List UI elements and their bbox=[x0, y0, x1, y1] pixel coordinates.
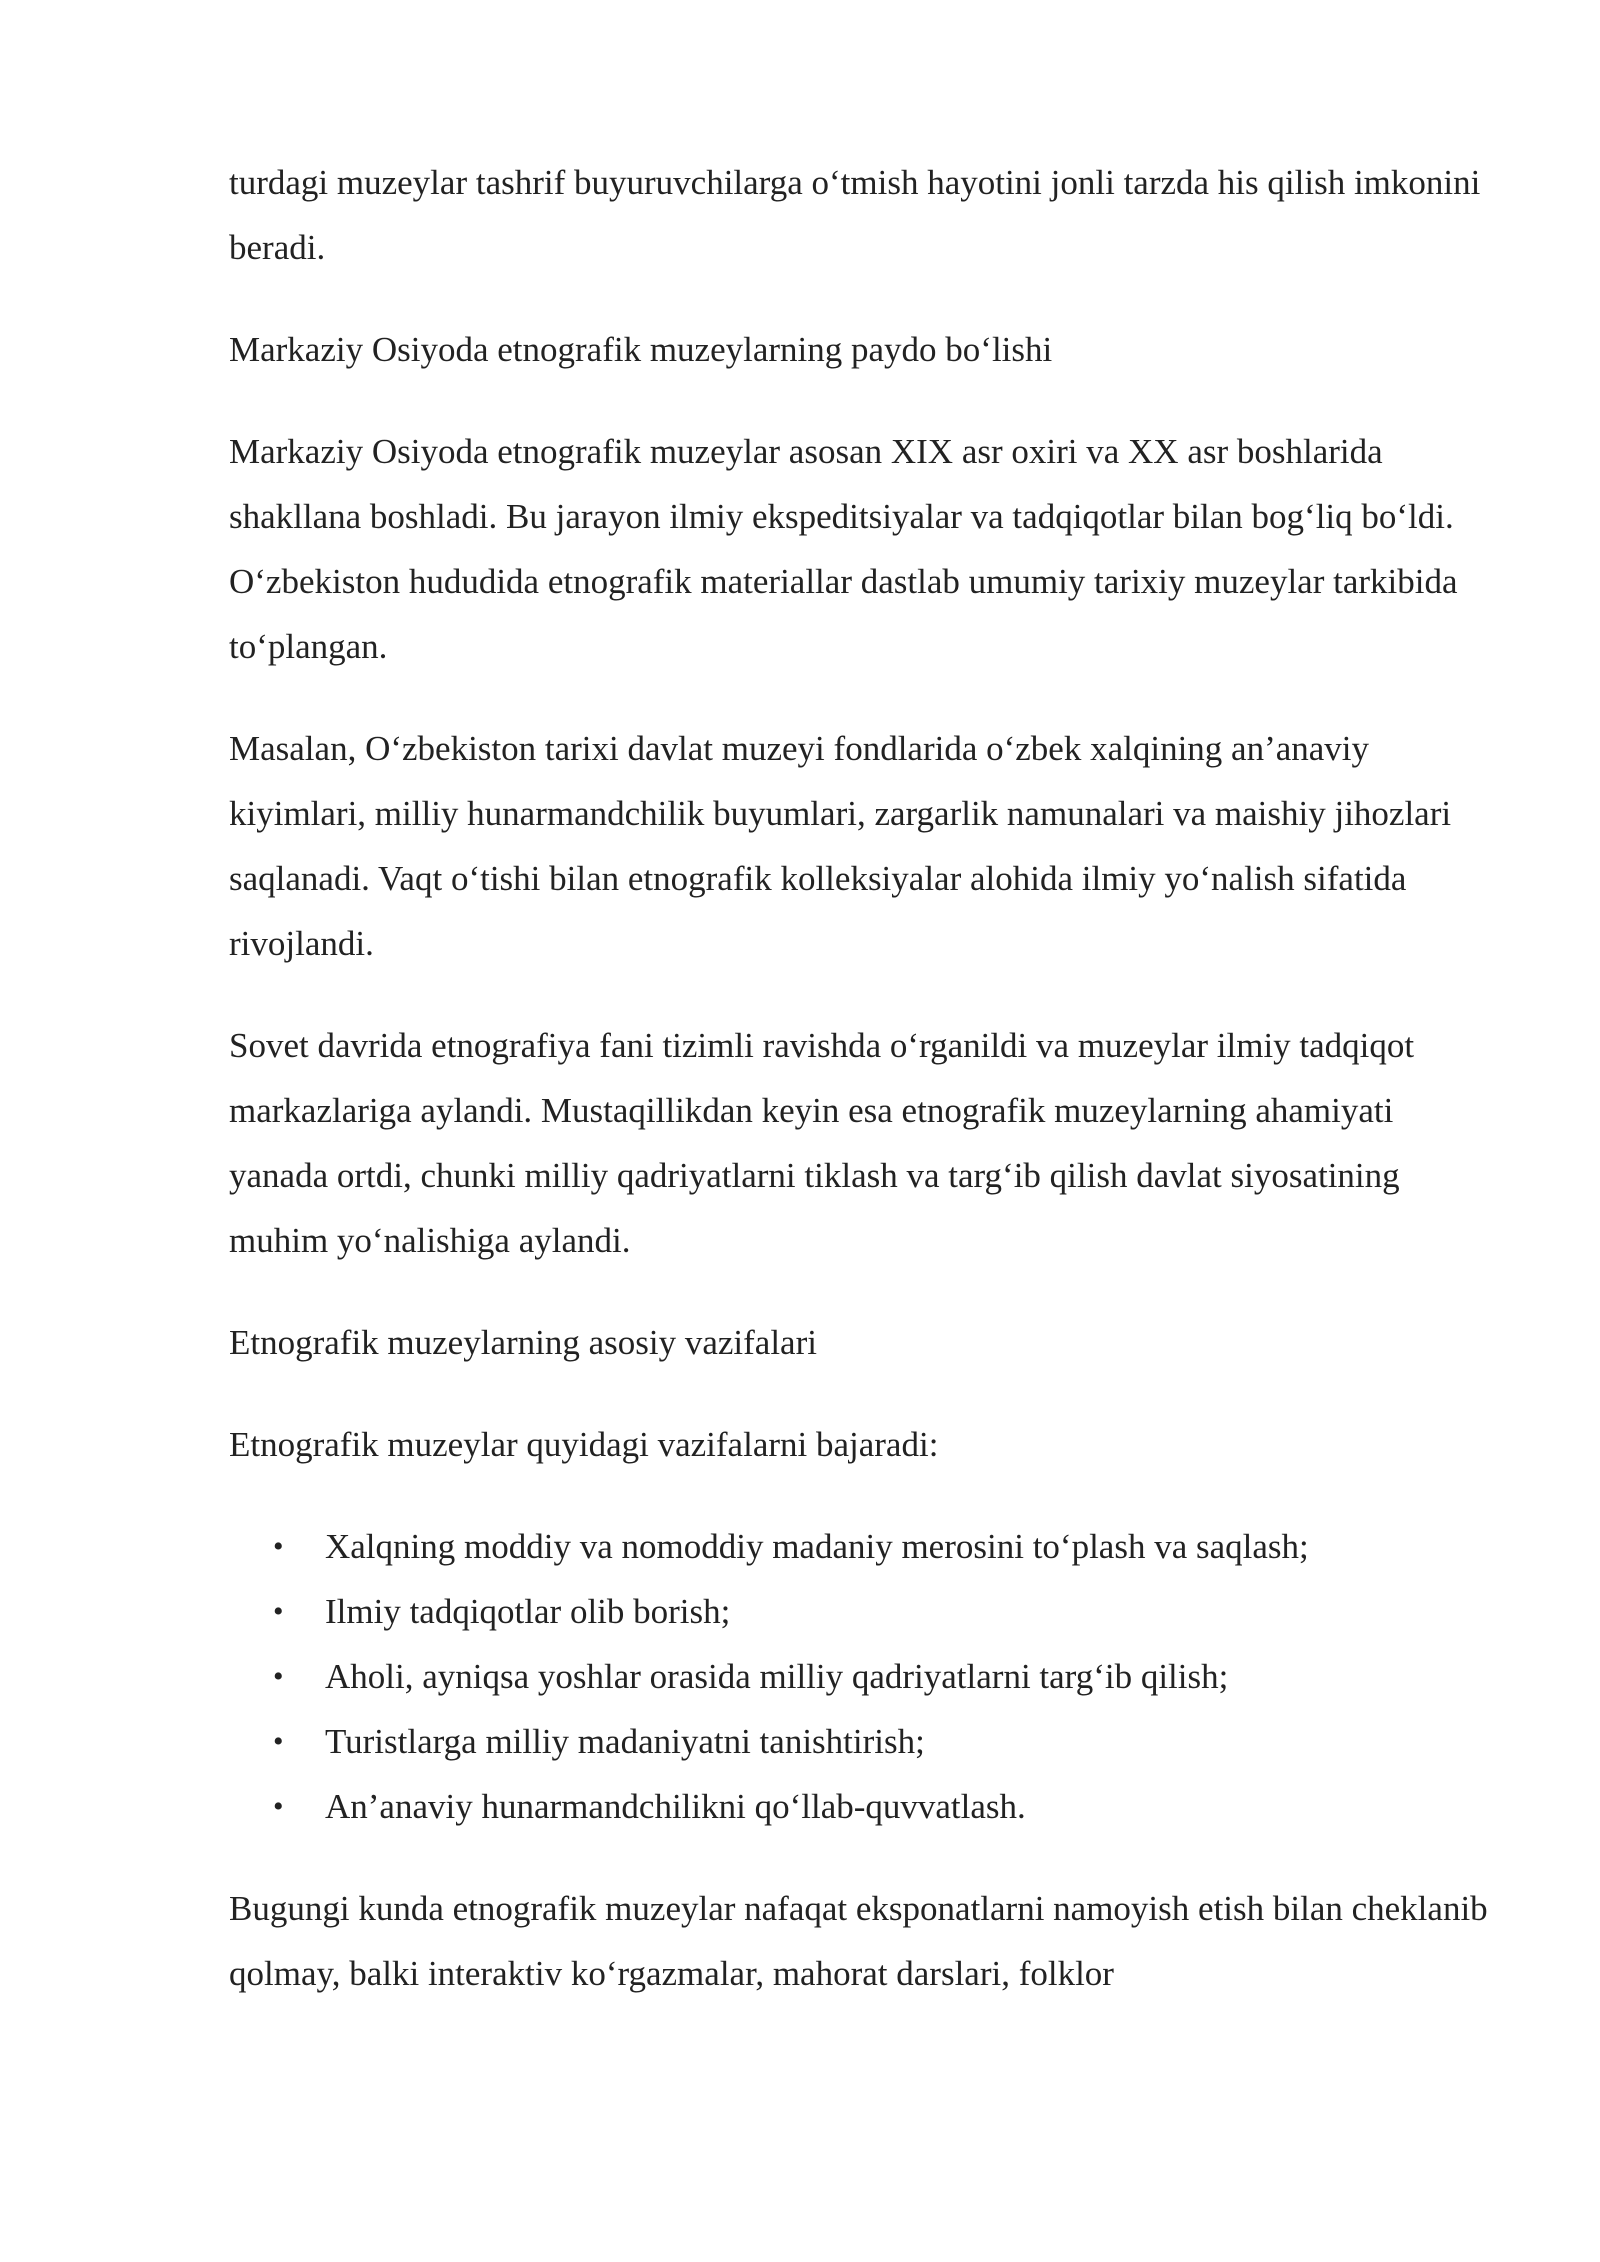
intro-fragment-paragraph: turdagi muzeylar tashrif buyuruvchilarga o‘tmish hayotini jonli tarzda his qilish imkonini beradi. bbox=[229, 163, 1481, 267]
bullet-icon: • bbox=[273, 1790, 284, 1823]
bullet-icon: • bbox=[273, 1530, 284, 1563]
list-item-text: Aholi, ayniqsa yoshlar orasida milliy qadriyatlarni targ‘ib qilish; bbox=[325, 1657, 1229, 1696]
paragraph-origins-3: Sovet davrida etnografiya fani tizimli ravishda o‘rganildi va muzeylar ilmiy tadqiqot markazlariga aylandi. Mustaqillikdan keyin esa etnografik muzeylarning ahamiyati yanada ortdi, chunki milliy qadriyatlarni tiklash va targ‘ib qilish davlat siyosatining muhim yo‘nalishiga aylandi. bbox=[229, 1026, 1415, 1260]
list-item bbox=[229, 1514, 1489, 1579]
section-heading-origins: Markaziy Osiyoda etnografik muzeylarning paydo bo‘lishi bbox=[229, 330, 1053, 369]
bullet-icon: • bbox=[273, 1725, 284, 1758]
section-heading-functions: Etnografik muzeylarning asosiy vazifalari bbox=[229, 1323, 817, 1362]
list-item bbox=[229, 1709, 1489, 1774]
paragraph-functions-intro: Etnografik muzeylar quyidagi vazifalarni bajaradi: bbox=[229, 1425, 939, 1464]
document-page bbox=[229, 150, 1489, 2043]
list-item-text: An’anaviy hunarmandchilikni qo‘llab-quvvatlash. bbox=[325, 1787, 1026, 1826]
list-item bbox=[229, 1644, 1489, 1709]
paragraph-origins-1: Markaziy Osiyoda etnografik muzeylar asosan XIX asr oxiri va XX asr boshlarida shakllana boshladi. Bu jarayon ilmiy ekspeditsiyalar va tadqiqotlar bilan bog‘liq bo‘ldi. O‘zbekiston hududida etnografik materiallar dastlab umumiy tarixiy muzeylar tarkibida to‘plangan. bbox=[229, 432, 1458, 666]
list-item-text: Xalqning moddiy va nomoddiy madaniy merosini to‘plash va saqlash; bbox=[325, 1527, 1309, 1566]
bullet-icon: • bbox=[273, 1660, 284, 1693]
list-item-text: Ilmiy tadqiqotlar olib borish; bbox=[325, 1592, 731, 1631]
functions-bullet-list bbox=[229, 1514, 1489, 1839]
list-item bbox=[229, 1579, 1489, 1644]
paragraph-origins-2: Masalan, O‘zbekiston tarixi davlat muzeyi fondlarida o‘zbek xalqining an’anaviy kiyimlari, milliy hunarmandchilik buyumlari, zargarlik namunalari va maishiy jihozlari saqlanadi. Vaqt o‘tishi bilan etnografik kolleksiyalar alohida ilmiy yo‘nalish sifatida rivojlandi. bbox=[229, 729, 1452, 963]
list-item bbox=[229, 1774, 1489, 1839]
bullet-icon: • bbox=[273, 1595, 284, 1628]
list-item-text: Turistlarga milliy madaniyatni tanishtirish; bbox=[325, 1722, 925, 1761]
paragraph-today: Bugungi kunda etnografik muzeylar nafaqat eksponatlarni namoyish etish bilan cheklanib qolmay, balki interaktiv ko‘rgazmalar, mahorat darslari, folklor bbox=[229, 1889, 1488, 1993]
